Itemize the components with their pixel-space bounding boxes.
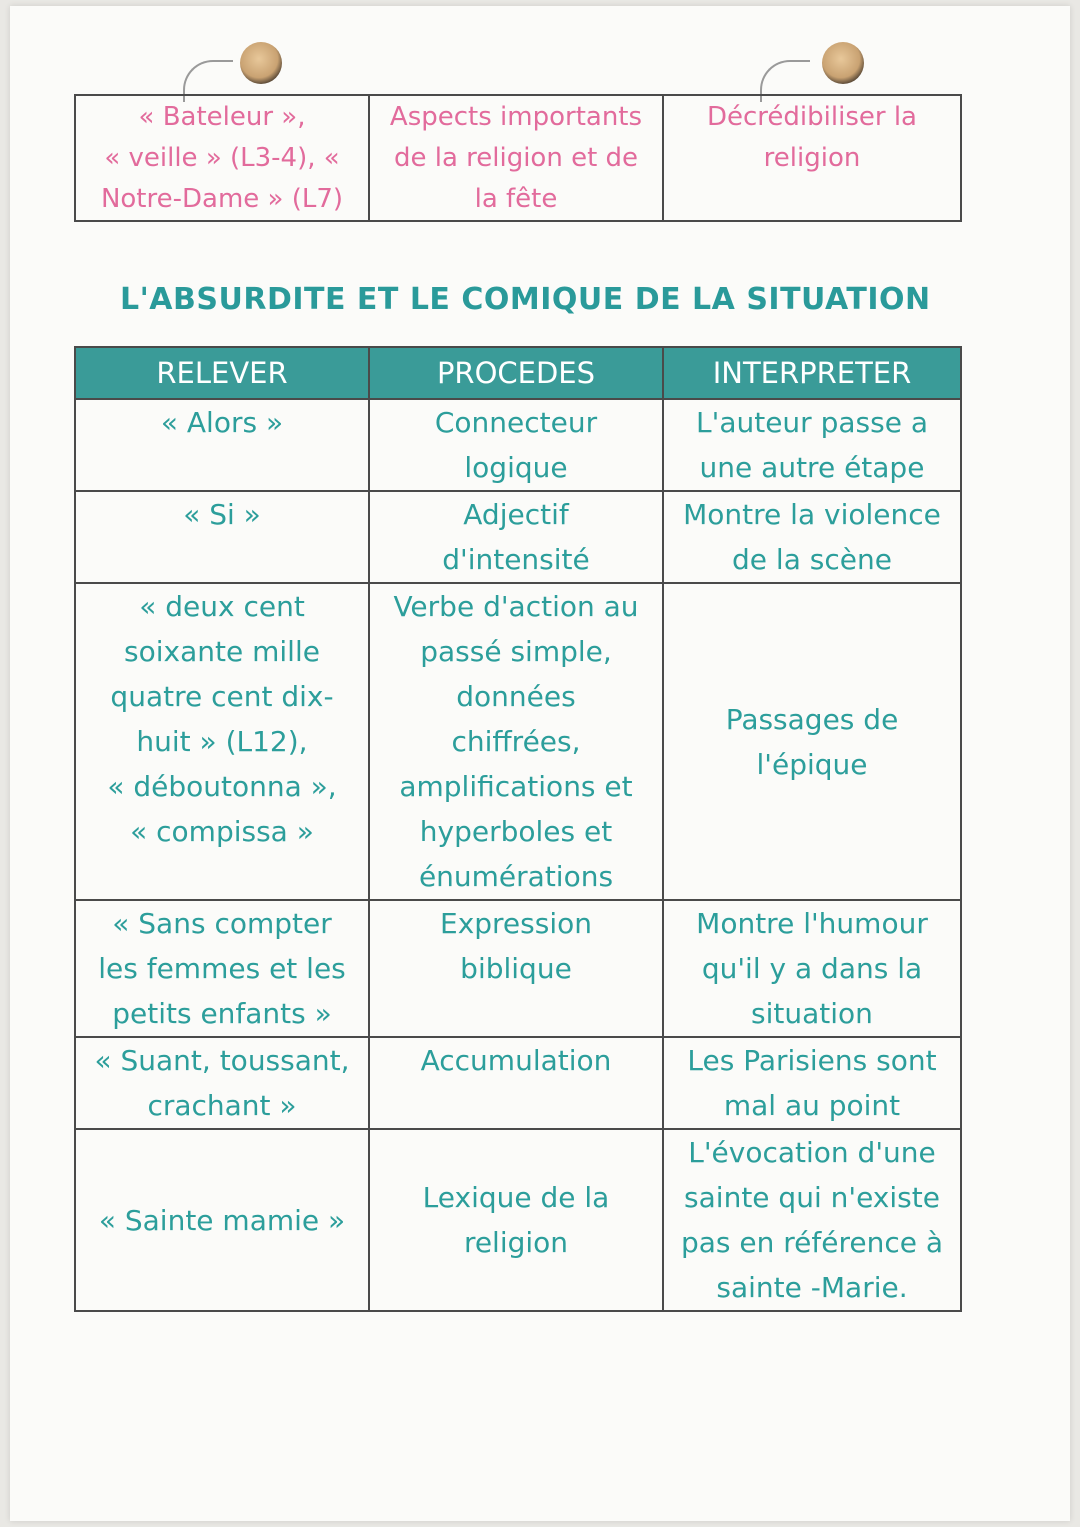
header-procedes: PROCEDES — [369, 347, 663, 399]
relever-cell: « Suant, toussant, crachant » — [75, 1037, 369, 1129]
procedes-cell: Aspects importants de la religion et de la fête — [369, 95, 663, 221]
header-interpreter: INTERPRETER — [663, 347, 961, 399]
table-row — [75, 900, 961, 1037]
relever-cell: « Bateleur », « veille » (L3-4), « Notre-Dame » (L7) — [75, 95, 369, 221]
interpreter-cell: Décrédibiliser la religion — [663, 95, 961, 221]
header-relever: RELEVER — [75, 347, 369, 399]
punch-hole-right — [822, 42, 864, 84]
table-row — [75, 1037, 961, 1129]
relever-cell: « Alors » — [75, 399, 369, 491]
relever-cell: « Si » — [75, 491, 369, 583]
procedes-cell: Lexique de la religion — [369, 1129, 663, 1311]
relever-cell: « Sainte mamie » — [75, 1129, 369, 1311]
interpreter-cell: Montre l'humour qu'il y a dans la situation — [663, 900, 961, 1037]
table-row — [75, 1129, 961, 1311]
interpreter-cell: L'évocation d'une sainte qui n'existe pas en référence à sainte -Marie. — [663, 1129, 961, 1311]
procedes-cell: Verbe d'action au passé simple, données chiffrées, amplifications et hyperboles et énumérations — [369, 583, 663, 900]
relever-cell: « Sans compter les femmes et les petits enfants » — [75, 900, 369, 1037]
table-row — [75, 583, 961, 900]
interpreter-cell: Les Parisiens sont mal au point — [663, 1037, 961, 1129]
punch-hole-left — [240, 42, 282, 84]
interpreter-cell: Montre la violence de la scène — [663, 491, 961, 583]
procedes-cell: Accumulation — [369, 1037, 663, 1129]
table-row — [75, 399, 961, 491]
table-row — [75, 491, 961, 583]
analysis-table — [74, 346, 962, 1312]
section-title: L'ABSURDITE ET LE COMIQUE DE LA SITUATION — [120, 282, 931, 317]
table-row — [75, 95, 961, 221]
interpreter-cell: L'auteur passe a une autre étape — [663, 399, 961, 491]
procedes-cell: Expression biblique — [369, 900, 663, 1037]
table-header-row — [75, 347, 961, 399]
procedes-cell: Adjectif d'intensité — [369, 491, 663, 583]
continued-analysis-table — [74, 94, 962, 222]
interpreter-cell: Passages de l'épique — [663, 583, 961, 900]
relever-cell: « deux cent soixante mille quatre cent dix- huit » (L12), « déboutonna », « compissa » — [75, 583, 369, 900]
procedes-cell: Connecteur logique — [369, 399, 663, 491]
